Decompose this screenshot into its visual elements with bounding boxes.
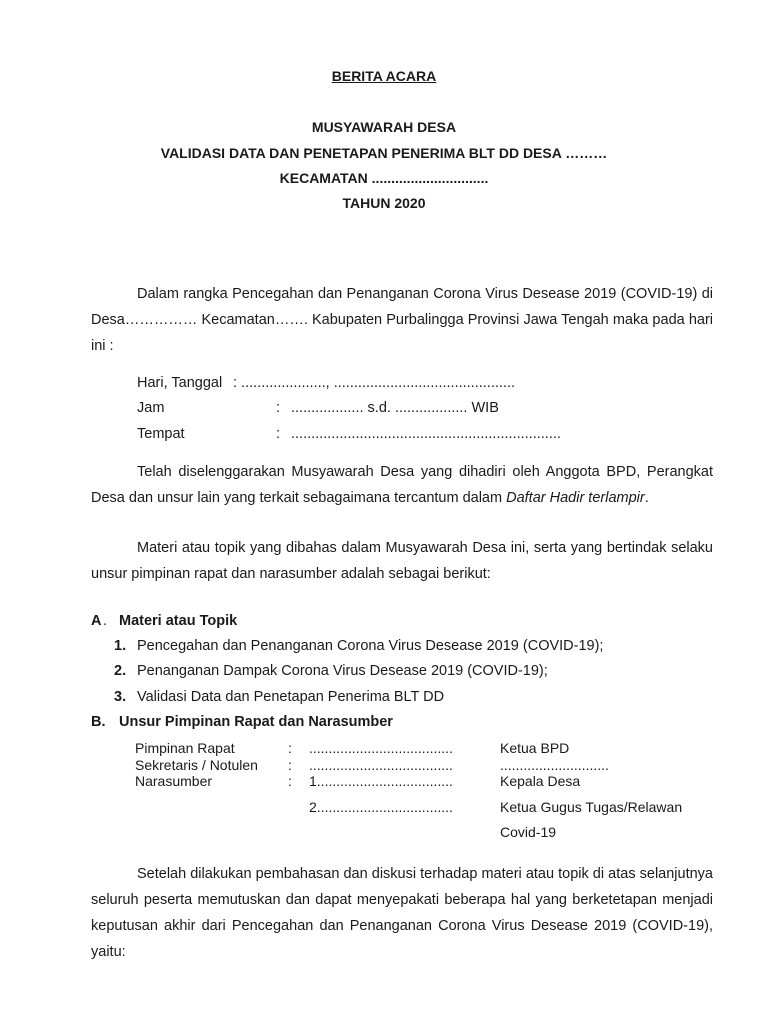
attendance-paragraph bbox=[91, 459, 713, 511]
role-label: Narasumber bbox=[135, 773, 213, 789]
section-a-letter: A bbox=[91, 613, 102, 629]
topic-item: Pencegahan dan Penanganan Corona Virus Desease 2019 (COVID-19); bbox=[137, 638, 604, 654]
closing-paragraph: Setelah dilakukan pembahasan dan diskusi terhadap materi atau topik di atas selanjutnya seluruh peserta memutuskan dan dapat menyepakati beberapa hal yang berketetapan menjadi keputusan akhir dari Pencegahan dan Penanganan Corona Virus Desease 2019 (COVID-19), yaitu: bbox=[91, 866, 713, 960]
role-colon: : bbox=[288, 773, 292, 789]
role-title: ............................ bbox=[500, 757, 609, 773]
section-a-title: Materi atau Topik bbox=[119, 613, 238, 629]
subtitle-line-4: TAHUN 2020 bbox=[342, 195, 426, 211]
section-a-dot: . bbox=[103, 613, 108, 629]
subtitle-line-1: MUSYAWARAH DESA bbox=[311, 119, 457, 135]
day-value: : ....................., ............................................. bbox=[233, 375, 515, 391]
name-placeholder: ..................................... bbox=[309, 757, 453, 773]
topic-number: 1. bbox=[114, 638, 127, 654]
time-colon: : bbox=[276, 400, 281, 416]
name-placeholder: 2................................... bbox=[309, 799, 453, 815]
document-title: BERITA ACARA bbox=[331, 68, 437, 84]
day-label: Hari, Tanggal bbox=[137, 375, 223, 391]
place-colon: : bbox=[276, 426, 281, 442]
time-label: Jam bbox=[137, 400, 165, 416]
attendance-list-reference: Daftar Hadir terlampir bbox=[506, 490, 645, 506]
attendance-text: Telah diselenggarakan Musyawarah Desa yang dihadiri oleh Anggota BPD, Perangkat Desa dan unsur lain yang terkait sebagaimana tercantum dalam bbox=[91, 464, 713, 506]
topic-number: 2. bbox=[114, 663, 127, 679]
subtitle-line-2: VALIDASI DATA DAN PENETAPAN PENERIMA BLT DD DESA ……… bbox=[160, 145, 608, 161]
topic-item: Penanganan Dampak Corona Virus Desease 2019 (COVID-19); bbox=[137, 663, 548, 679]
section-b-title: Unsur Pimpinan Rapat dan Narasumber bbox=[119, 714, 393, 730]
role-colon: : bbox=[288, 740, 292, 756]
role-colon: : bbox=[288, 757, 292, 773]
section-b-letter: B. bbox=[91, 714, 106, 730]
subtitle-line-3: KECAMATAN .............................. bbox=[279, 170, 489, 186]
place-label: Tempat bbox=[137, 426, 185, 442]
role-title: Ketua BPD bbox=[500, 740, 570, 756]
topic-number: 3. bbox=[114, 689, 127, 705]
role-title-continued: Covid-19 bbox=[500, 824, 557, 840]
name-placeholder: ..................................... bbox=[309, 740, 453, 756]
role-title: Kepala Desa bbox=[500, 773, 581, 789]
topic-item: Validasi Data dan Penetapan Penerima BLT DD bbox=[137, 689, 445, 705]
role-title: Ketua Gugus Tugas/Relawan bbox=[500, 799, 683, 815]
intro-paragraph: Dalam rangka Pencegahan dan Penanganan Corona Virus Desease 2019 (COVID-19) di Desa…………… Kecamatan……. Kabupaten Purbalingga Provinsi Jawa Tengah maka pada hari ini : bbox=[91, 286, 713, 354]
role-label: Sekretaris / Notulen bbox=[135, 757, 258, 773]
place-value: ................................................................... bbox=[291, 426, 561, 442]
attendance-period: . bbox=[644, 490, 649, 506]
topics-intro-paragraph: Materi atau topik yang dibahas dalam Musyawarah Desa ini, serta yang bertindak selaku unsur pimpinan rapat dan narasumber adalah sebagai berikut: bbox=[91, 540, 713, 582]
time-value: .................. s.d. .................. WIB bbox=[291, 400, 499, 416]
name-placeholder: 1................................... bbox=[309, 773, 453, 789]
role-label: Pimpinan Rapat bbox=[135, 740, 235, 756]
